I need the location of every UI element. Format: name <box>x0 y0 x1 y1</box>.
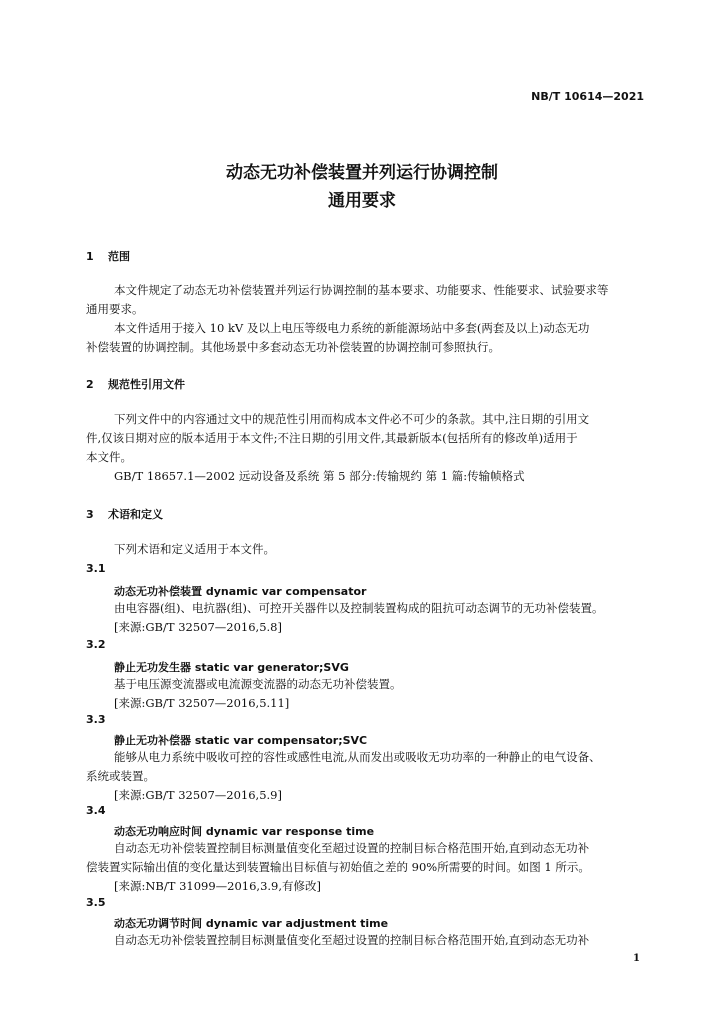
section-title: 规范性引用文件 <box>108 378 185 391</box>
term-definition-cont: 系统或装置。 <box>86 769 155 783</box>
section-3-heading <box>86 506 163 522</box>
paragraph-terms-intro: 下列术语和定义适用于本文件。 <box>114 542 275 556</box>
term-definition: 自动态无功补偿装置控制目标测量值变化至超过设置的控制目标合格范围开始,直到动态无功补 <box>114 933 590 947</box>
term-number: 3.1 <box>86 562 106 575</box>
paragraph-refs-1: 下列文件中的内容通过文中的规范性引用而构成本文件必不可少的条款。其中,注日期的引用文 <box>114 412 590 426</box>
paragraph-scope-1: 本文件规定了动态无功补偿装置并列运行协调控制的基本要求、功能要求、性能要求、试验要求等 <box>114 283 609 297</box>
term-number: 3.5 <box>86 896 106 909</box>
section-1-heading <box>86 248 130 264</box>
section-title: 范围 <box>108 250 130 263</box>
term-name: 动态无功补偿装置 dynamic var compensator <box>114 585 367 598</box>
term-definition: 能够从电力系统中吸收可控的容性或感性电流,从而发出或吸收无功功率的一种静止的电气设备、 <box>114 750 601 764</box>
document-code: NB/T 10614—2021 <box>531 90 644 103</box>
document-title-line2: 通用要求 <box>328 191 396 211</box>
paragraph-scope-1-cont: 通用要求。 <box>86 302 144 316</box>
term-name: 动态无功响应时间 dynamic var response time <box>114 825 375 838</box>
term-number: 3.2 <box>86 638 106 651</box>
paragraph-refs-2: 件,仅该日期对应的版本适用于本文件;不注日期的引用文件,其最新版本(包括所有的修改单)适用于 <box>86 431 578 445</box>
term-source: [来源:GB/T 32507—2016,5.11] <box>114 696 290 710</box>
section-number: 3 <box>86 508 94 521</box>
term-source: [来源:NB/T 31099—2016,3.9,有修改] <box>114 879 322 893</box>
term-number: 3.3 <box>86 713 106 726</box>
section-number: 1 <box>86 250 94 263</box>
term-definition: 由电容器(组)、电抗器(组)、可控开关器件以及控制装置构成的阻抗可动态调节的无功补偿装置。 <box>114 601 604 615</box>
section-title: 术语和定义 <box>108 508 163 521</box>
term-definition: 基于电压源变流器或电流源变流器的动态无功补偿装置。 <box>114 677 402 691</box>
term-source: [来源:GB/T 32507—2016,5.9] <box>114 788 282 802</box>
term-definition: 自动态无功补偿装置控制目标测量值变化至超过设置的控制目标合格范围开始,直到动态无功补 <box>114 841 590 855</box>
term-definition-cont: 偿装置实际输出值的变化量达到装置输出目标值与初始值之差的 90%所需要的时间。如图 1 所示。 <box>86 860 590 874</box>
section-2-heading <box>86 376 185 392</box>
term-number: 3.4 <box>86 804 106 817</box>
page-number: 1 <box>633 953 640 964</box>
section-number: 2 <box>86 378 94 391</box>
paragraph-refs-3: 本文件。 <box>86 450 132 464</box>
term-name: 静止无功补偿器 static var compensator;SVC <box>114 734 368 747</box>
term-source: [来源:GB/T 32507—2016,5.8] <box>114 620 282 634</box>
paragraph-scope-2: 本文件适用于接入 10 kV 及以上电压等级电力系统的新能源场站中多套(两套及以上)动态无功 <box>114 321 590 335</box>
document-title-line1: 动态无功补偿装置并列运行协调控制 <box>226 163 498 183</box>
term-name: 静止无功发生器 static var generator;SVG <box>114 661 349 674</box>
paragraph-scope-2-cont: 补偿装置的协调控制。其他场景中多套动态无功补偿装置的协调控制可参照执行。 <box>86 340 500 354</box>
term-name: 动态无功调节时间 dynamic var adjustment time <box>114 917 389 930</box>
normative-reference: GB/T 18657.1—2002 远动设备及系统 第 5 部分:传输规约 第 1 篇:传输帧格式 <box>114 469 525 483</box>
